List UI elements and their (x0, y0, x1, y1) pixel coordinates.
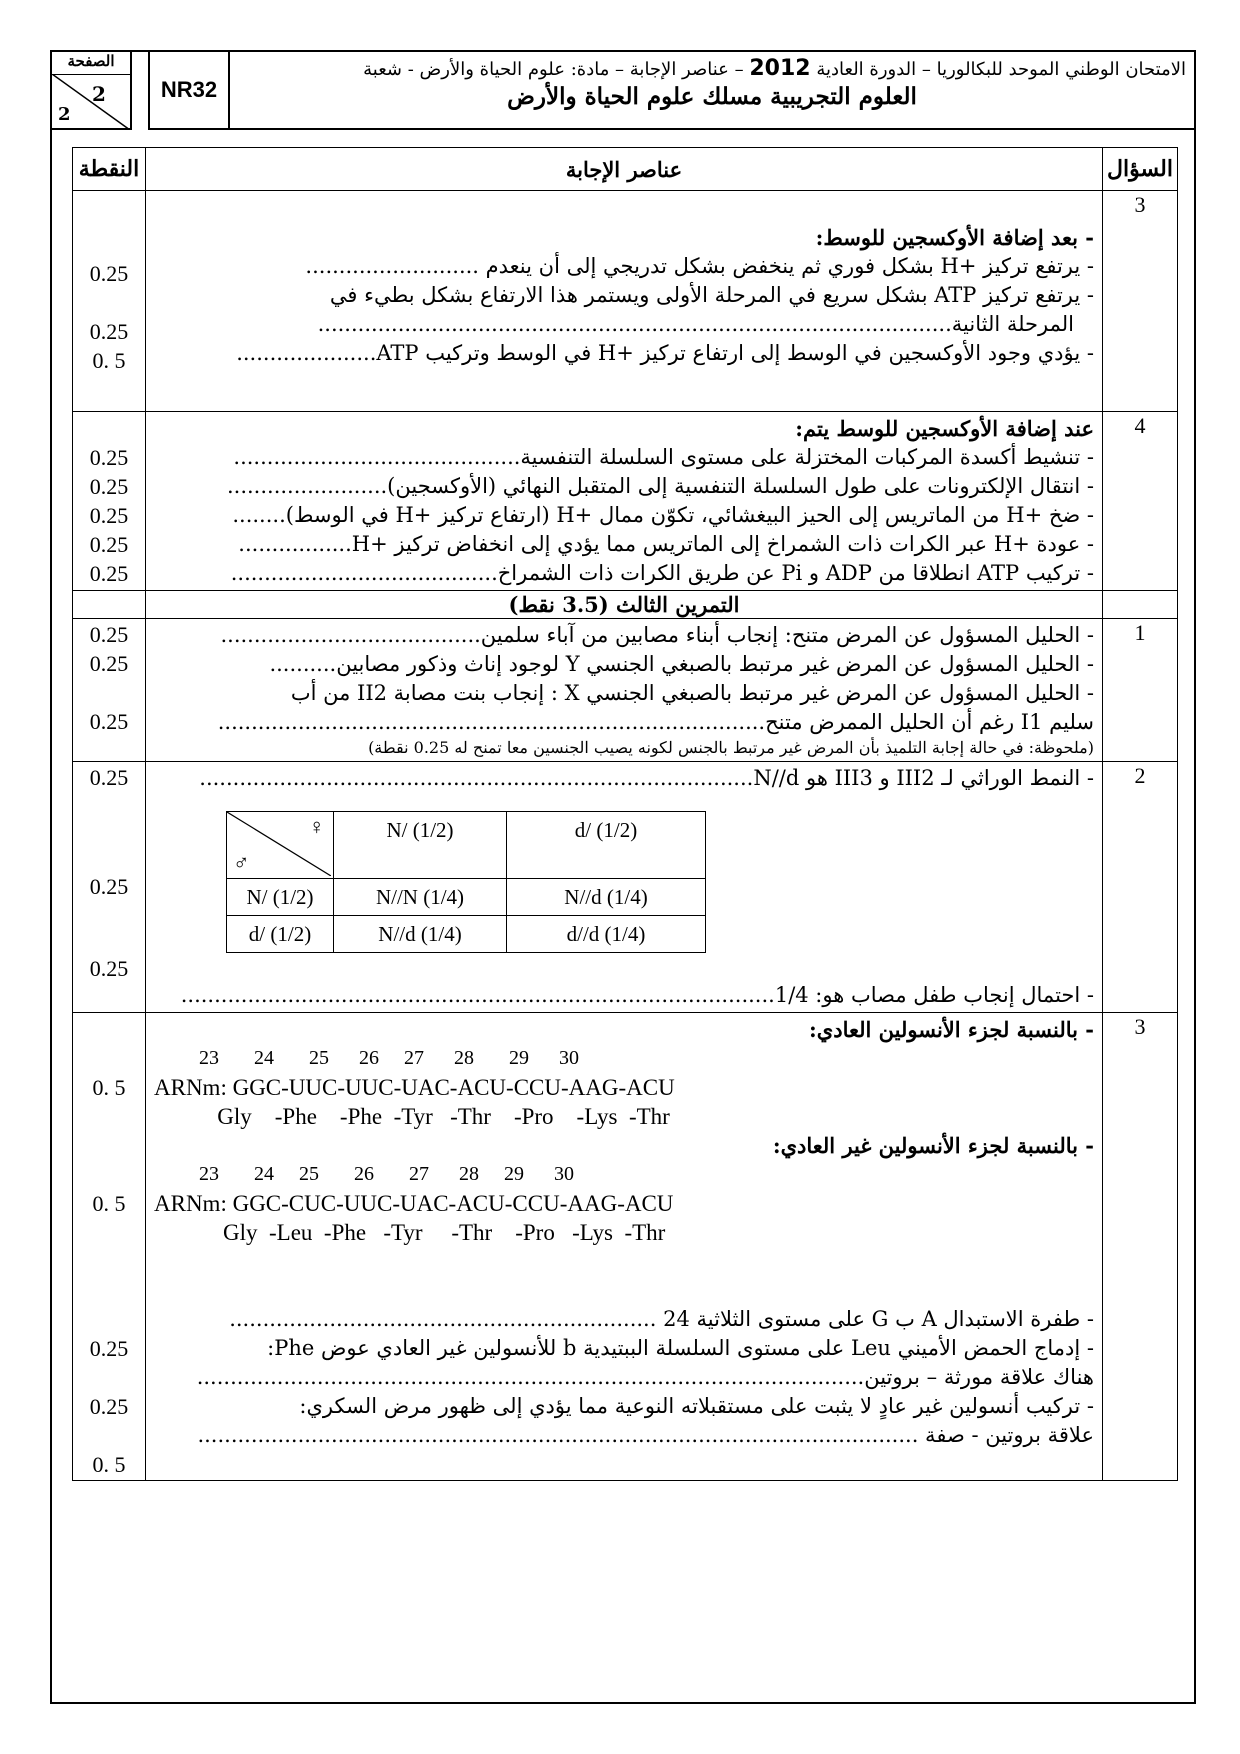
male-gamete: N/ (1/2) (227, 879, 334, 916)
page-number: 2 (92, 82, 106, 106)
table-header-row (73, 148, 1178, 191)
abnormal-amino-acids: Gly -Leu -Phe -Tyr -Thr -Pro -Lys -Thr (154, 1220, 666, 1245)
answer-table (72, 147, 1178, 1481)
points-cell: 0.25 0.25 0. 5 (73, 191, 146, 412)
grading-note: (ملحوظة: في حالة إجابة التلميذ بأن المرض غير مرتبط بالجنس لكونه يصيب الجنسين معا تمنح له 0.25 نقطة) (368, 738, 1094, 757)
punnett-cell: N//d (1/4) (334, 916, 507, 953)
page-frame (50, 50, 1196, 1704)
punnett-cell: d//d (1/4) (507, 916, 706, 953)
page-number-box (52, 52, 132, 130)
punnett-corner (227, 812, 334, 879)
codon-positions: 23 24 25 26 27 28 29 30 (154, 1047, 579, 1069)
col-question-header: السؤال (1103, 148, 1178, 191)
table-row (73, 412, 1178, 591)
exam-year: 2012 (749, 56, 811, 81)
question-number: 2 (1103, 762, 1178, 1013)
normal-amino-acids: Gly -Phe -Phe -Tyr -Thr -Pro -Lys -Thr (154, 1104, 670, 1129)
table-row (73, 1013, 1178, 1481)
abnormal-mrna: ARNm: GGC-CUC-UUC-UAC-ACU-CCU-AAG-ACU (154, 1191, 674, 1216)
exercise-title-row (73, 591, 1178, 619)
answer-cell: - بالنسبة لجزء الأنسولين العادي: 23 24 25 26 27 28 29 30 ARNm: GGC-UUC-UUC-UAC-ACU-CCU-AAG-ACU Gly -Phe -Phe -Tyr -Thr -Pro -Lys -Thr - بالنسبة لجزء الأنسولين غير العادي: 23 24 25 26 27 28 29 30 ARNm: GGC-CUC-UUC-UAC-ACU-CCU-AAG-ACU Gly -Leu -Phe -Tyr -Thr -Pro -Lys -Thr - طفرة الاستبدال A ب G على مستوى الثلاثية 24 ................................................................ - إدماج الحمض الأميني Leu على مستوى السلسلة الببتيدية b للأنسولين غير العادي عوض Phe: هناك علاقة مورثة – بروتين.................................................................................................... - تركيب أنسولين غير عادٍ لا يثبت على مستقبلاته النوعية مما يؤدي إلى ظهور مرض السكري: علاقة بروتين - صفة ............................................................................................................ (146, 1013, 1103, 1481)
header-line2: العلوم التجريبية مسلك علوم الحياة والأرض (507, 83, 917, 110)
exercise-3-title: التمرين الثالث (3.5 نقط) (146, 591, 1103, 619)
header-title (230, 52, 1194, 130)
female-symbol: ♀ (308, 814, 325, 839)
answer-cell: - الحليل المسؤول عن المرض متنح: إنجاب أبناء مصابين من آباء سلمين....................................... - الحليل المسؤول عن المرض غير مرتبط بالصبغي الجنسي Y لوجود إناث وذكور مصابين.......... - الحليل المسؤول عن المرض غير مرتبط بالصبغي الجنسي X : إنجاب بنت مصابة II2 من أب سليم I1 رغم أن الحليل الممرض متنح.................................................................................. (ملحوظة: في حالة إجابة التلميذ بأن المرض غير مرتبط بالجنس لكونه يصيب الجنسين معا تمنح له 0.25 نقطة) (146, 619, 1103, 762)
answer-cell: - النمط الوراثي لـ III2 و III3 هو N//d................................................................................... ♀ ♂ N/ (1/2) d/ (1/2) N/ (1/2) N//N (1/4) N//d (1/4) d/ (1/2) N//d (1/4) d//d (1/4) - احتمال إنجاب طفل مصاب هو: 1/4......................................................................................... (146, 762, 1103, 1013)
male-symbol: ♂ (233, 850, 250, 875)
answer-cell: عند إضافة الأوكسجين للوسط يتم: - تنشيط أكسدة المركبات المختزلة على مستوى السلسلة التنفسية........................................... - انتقال الإلكترونات على طول السلسلة التنفسية إلى المتقبل النهائي (الأوكسجين)........................ - ضخ +H من الماتريس إلى الحيز البيغشائي، تكوّن ممال +H (ارتفاع تركيز +H في الوسط)........ - عودة +H عبر الكرات ذات الشمراخ إلى الماتريس مما يؤدي إلى انخفاض تركيز +H................. - تركيب ATP انطلاقا من ADP و Pi عن طريق الكرات ذات الشمراخ........................................ (146, 412, 1103, 591)
table-row (73, 762, 1178, 1013)
points-cell: 0. 5 0. 5 0.25 0.25 0. 5 (73, 1013, 146, 1481)
female-gamete: N/ (1/2) (334, 812, 507, 879)
male-gamete: d/ (1/2) (227, 916, 334, 953)
punnett-square (226, 811, 706, 953)
punnett-cell: N//d (1/4) (507, 879, 706, 916)
punnett-cell: N//N (1/4) (334, 879, 507, 916)
points-cell: 0.25 0.25 0.25 (73, 762, 146, 1013)
answer-cell: - بعد إضافة الأوكسجين للوسط: - يرتفع تركيز +H بشكل فوري ثم ينخفض بشكل تدريجي إلى أن ينعدم .......................... - يرتفع تركيز ATP بشكل سريع في المرحلة الأولى ويستمر هذا الارتفاع بشكل بطيء في المرحلة الثانية............................................................................................... - يؤدي وجود الأوكسجين في الوسط إلى ارتفاع تركيز +H في الوسط وتركيب ATP..................... (146, 191, 1103, 412)
normal-mrna: ARNm: GGC-UUC-UUC-UAC-ACU-CCU-AAG-ACU (154, 1075, 675, 1100)
question-number: 4 (1103, 412, 1178, 591)
table-row (73, 191, 1178, 412)
question-number: 3 (1103, 191, 1178, 412)
points-cell: 0.25 0.25 0.25 (73, 619, 146, 762)
page-total: 2 (58, 104, 71, 125)
question-number: 1 (1103, 619, 1178, 762)
points-cell: 0.25 0.25 0.25 0.25 0.25 (73, 412, 146, 591)
question-number: 3 (1103, 1013, 1178, 1481)
codon-positions: 23 24 25 26 27 28 29 30 (154, 1163, 574, 1185)
exam-code: NR32 (148, 52, 230, 130)
col-points-header: النقطة (73, 148, 146, 191)
female-gamete: d/ (1/2) (507, 812, 706, 879)
col-answer-header: عناصر الإجابة (146, 148, 1103, 191)
page-label: الصفحة (52, 52, 130, 75)
table-row (73, 619, 1178, 762)
header-line1: الامتحان الوطني الموحد للبكالوريا – الدورة العادية 2012 – عناصر الإجابة – مادة: علوم الحياة والأرض - شعبة (363, 56, 1186, 81)
